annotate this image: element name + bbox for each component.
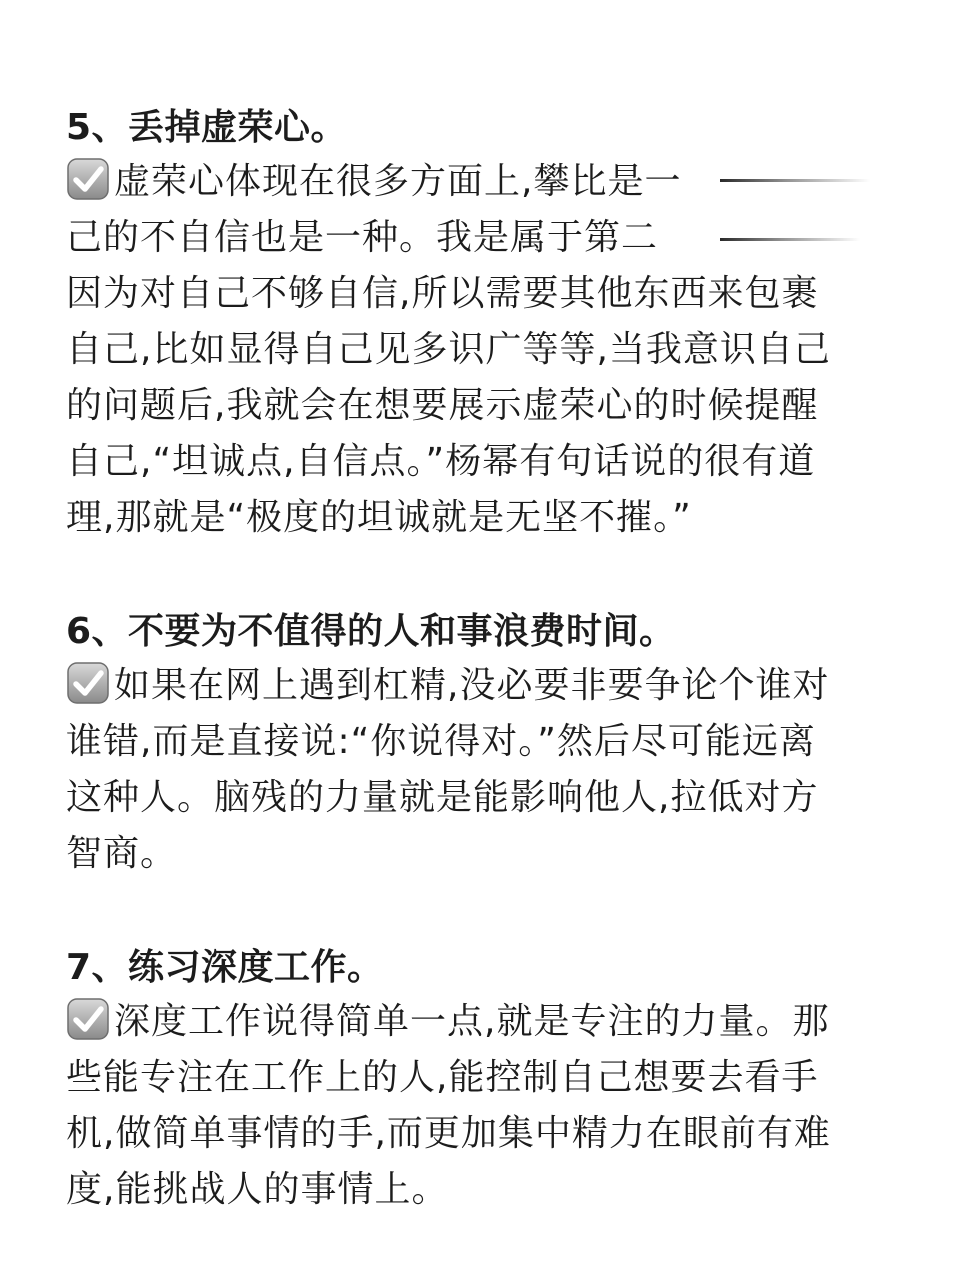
section-heading: 6、不要为不值得的人和事浪费时间。 xyxy=(66,611,676,652)
paragraph-line xyxy=(66,658,896,714)
smudge-streak xyxy=(720,238,860,241)
section-heading: 5、丢掉虚荣心。 xyxy=(66,107,348,148)
paragraph-text: 深度工作说得简单一点,就是专注的力量。那 xyxy=(114,1001,830,1042)
paragraph-line: 智商。 xyxy=(66,833,178,874)
paragraph-line: 些能专注在工作上的人,能控制自己想要去看手 xyxy=(66,1057,819,1098)
paragraph-text: 如果在网上遇到杠精,没必要非要争论个谁对 xyxy=(114,665,830,706)
section-heading: 7、练习深度工作。 xyxy=(66,947,384,988)
checkbox-checked-icon xyxy=(66,157,110,201)
paragraph-line: 自己,比如显得自己见多识广等等,当我意识自己 xyxy=(66,329,831,370)
checkbox-checked-icon xyxy=(66,661,110,705)
smudge-streak xyxy=(720,179,870,182)
paragraph-line: 的问题后,我就会在想要展示虚荣心的时候提醒 xyxy=(66,385,819,426)
paragraph-line: 谁错,而是直接说:“你说得对。”然后尽可能远离 xyxy=(66,721,816,762)
paragraph-line: 机,做简单事情的手,而更加集中精力在眼前有难 xyxy=(66,1113,831,1154)
paragraph-line: 度,能挑战人的事情上。 xyxy=(66,1169,449,1210)
paragraph-line: 因为对自己不够自信,所以需要其他东西来包裹 xyxy=(66,273,819,314)
paragraph-line: 理,那就是“极度的坦诚就是无坚不摧。” xyxy=(66,497,692,538)
checkbox-checked-icon xyxy=(66,997,110,1041)
section-7 xyxy=(66,942,896,1218)
paragraph-line xyxy=(66,994,896,1050)
smudge-overlay xyxy=(720,146,890,246)
paragraph-line: 自己,“坦诚点,自信点。”杨幂有句话说的很有道 xyxy=(66,441,816,482)
paragraph-text: 虚荣心体现在很多方面上,攀比是一 xyxy=(114,161,682,202)
section-6 xyxy=(66,606,896,882)
paragraph-line: 己的不自信也是一种。我是属于第二 xyxy=(66,217,659,258)
paragraph-line: 这种人。脑残的力量就是能影响他人,拉低对方 xyxy=(66,777,819,818)
